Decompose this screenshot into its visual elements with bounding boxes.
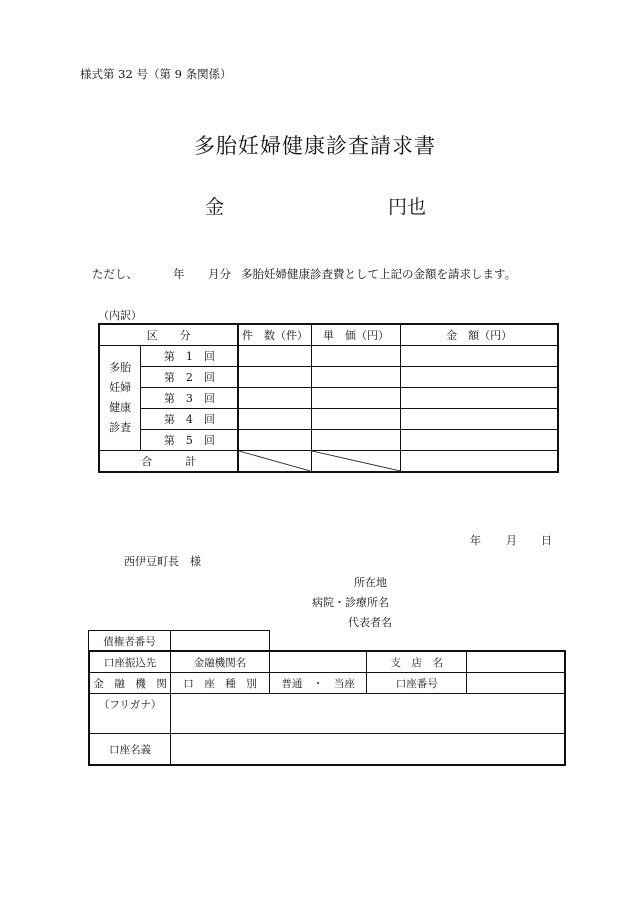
- diagonal-line: [239, 451, 310, 471]
- total-row: [99, 451, 558, 473]
- table-row: [99, 388, 558, 409]
- addressee: 西伊豆町長 様: [124, 555, 201, 568]
- amount-cell[interactable]: [401, 409, 558, 430]
- amount-cell[interactable]: [401, 346, 558, 367]
- holder-label: 口座名義: [89, 734, 171, 766]
- count-cell[interactable]: [238, 388, 311, 409]
- amount-cell[interactable]: [401, 430, 558, 451]
- page-title: 多胎妊婦健康診査請求書: [194, 134, 436, 158]
- account-type-label: 口 座 種 別: [171, 673, 270, 694]
- total-amount-cell[interactable]: [401, 451, 558, 473]
- date-month: 月: [506, 534, 517, 547]
- branch-field[interactable]: [467, 651, 566, 673]
- total-count-blocked: [238, 451, 311, 473]
- amount-cell[interactable]: [401, 367, 558, 388]
- furigana-field[interactable]: [171, 694, 565, 734]
- table-row: [99, 430, 558, 451]
- table-row: [99, 409, 558, 430]
- header-unit-price: 単 価（円）: [311, 324, 401, 346]
- date-year: 年: [470, 534, 481, 547]
- account-number-label: 口座番号: [367, 673, 467, 694]
- unit-price-cell[interactable]: [311, 346, 401, 367]
- amount-suffix: 円也: [388, 196, 427, 218]
- row-label: 第 1 回: [141, 346, 239, 367]
- unit-price-cell[interactable]: [311, 409, 401, 430]
- row-label: 第 2 回: [141, 367, 239, 388]
- breakdown-table: [98, 323, 559, 473]
- table-header-row: [99, 324, 558, 346]
- count-cell[interactable]: [238, 409, 311, 430]
- creditor-number-field[interactable]: [171, 631, 270, 652]
- header-count: 件 数（件）: [238, 324, 311, 346]
- group-label: 多胎 妊婦 健康 診査: [99, 346, 141, 451]
- header-amount: 金 額（円）: [401, 324, 558, 346]
- amount-prefix: 金: [205, 196, 225, 218]
- facility-label: 病院・診療所名: [312, 596, 389, 609]
- institution-label: 金 融 機 関: [89, 673, 171, 694]
- unit-price-cell[interactable]: [311, 367, 401, 388]
- creditor-number-table: [88, 630, 270, 652]
- row-label: 第 4 回: [141, 409, 239, 430]
- count-cell[interactable]: [238, 430, 311, 451]
- institution-name-label: 金融機関名: [171, 651, 270, 673]
- account-number-field[interactable]: [467, 673, 566, 694]
- description-month: 月分: [208, 267, 231, 281]
- address-label: 所在地: [354, 576, 387, 589]
- description-tadashi: ただし、: [92, 267, 138, 281]
- holder-field[interactable]: [171, 734, 565, 766]
- bank-table: [88, 650, 566, 766]
- total-unit-price-blocked: [311, 451, 401, 473]
- amount-cell[interactable]: [401, 388, 558, 409]
- description-year: 年: [173, 267, 185, 281]
- row-label: 第 5 回: [141, 430, 239, 451]
- breakdown-label: （内訳）: [98, 309, 142, 322]
- branch-label: 支 店 名: [367, 651, 467, 673]
- table-row: [99, 346, 558, 367]
- header-category: 区 分: [99, 324, 238, 346]
- unit-price-cell[interactable]: [311, 430, 401, 451]
- creditor-number-label: 債権者番号: [89, 631, 171, 652]
- account-type-options[interactable]: 普通 ・ 当座: [269, 673, 367, 694]
- transfer-label: 口座振込先: [89, 651, 171, 673]
- unit-price-cell[interactable]: [311, 388, 401, 409]
- furigana-label: （フリガナ）: [89, 694, 171, 734]
- table-row: [99, 367, 558, 388]
- description-text: 多胎妊婦健康診査費として上記の金額を請求します。: [241, 267, 517, 281]
- date-day: 日: [541, 534, 552, 547]
- form-number: 様式第 32 号（第 9 条関係）: [80, 67, 232, 81]
- representative-label: 代表者名: [348, 616, 392, 629]
- institution-name-field[interactable]: [269, 651, 367, 673]
- count-cell[interactable]: [238, 346, 311, 367]
- count-cell[interactable]: [238, 367, 311, 388]
- diagonal-line: [312, 451, 401, 471]
- total-label: 合 計: [99, 451, 238, 473]
- row-label: 第 3 回: [141, 388, 239, 409]
